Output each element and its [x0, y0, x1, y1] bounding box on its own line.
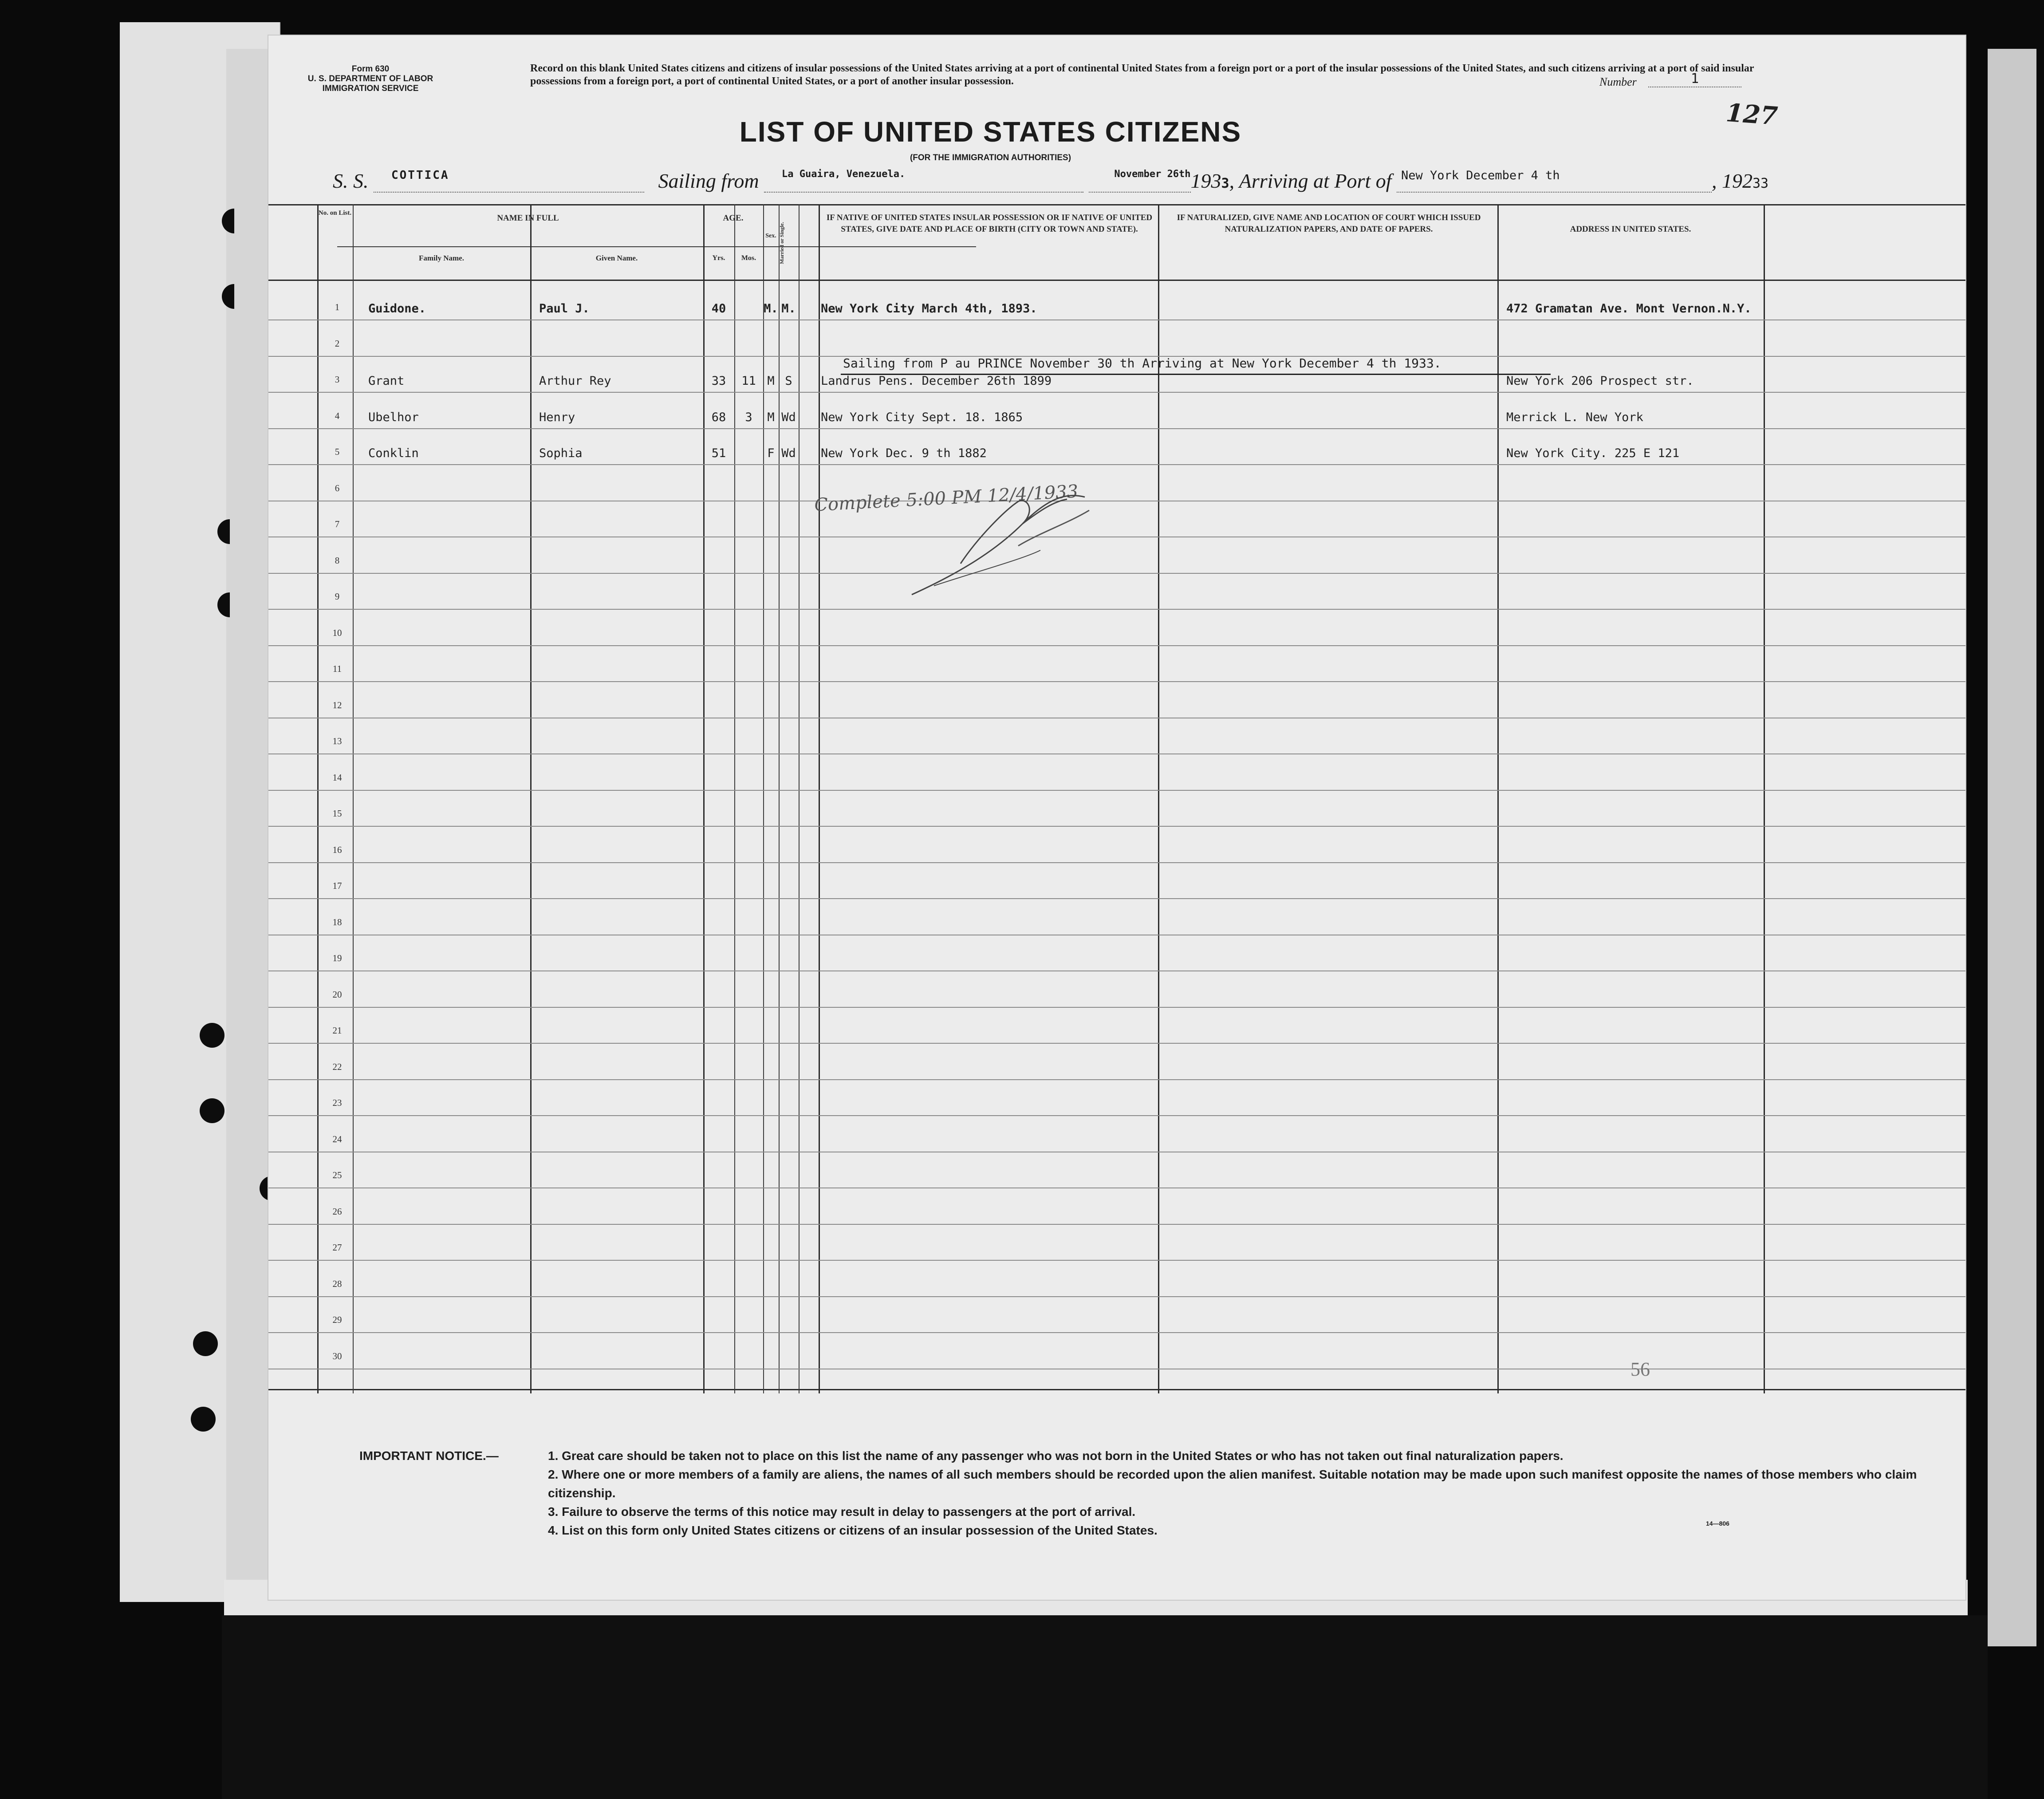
row-number: 9 [335, 591, 340, 602]
document-title: LIST OF UNITED STATES CITIZENS [739, 116, 1242, 148]
correction-note: Sailing from P au PRINCE November 30 th Arriving at New York December 4 th 1933. [843, 356, 1441, 371]
table-row-line [268, 826, 1965, 827]
arrival-port-date: New York December 4 th [1397, 169, 1712, 193]
header-given-name: Given Name. [595, 254, 638, 262]
notice-item-1: 1. Great care should be taken not to place on this list the name of any passenger who was not born in the United States or who has not taken out final naturalization papers. [548, 1449, 1564, 1463]
header-sex: Sex. [765, 233, 776, 239]
row-number: 18 [332, 916, 342, 927]
cell-address: New York 206 Prospect str. [1506, 374, 1694, 388]
header-address: ADDRESS IN UNITED STATES. [1570, 225, 1691, 234]
punch-hole [200, 1098, 224, 1123]
sailing-year-prefix: 193 [1190, 170, 1221, 192]
table-row-line [268, 464, 1965, 465]
cell-given: Arthur Rey [539, 374, 611, 388]
sailing-date: November 26th [1089, 169, 1191, 193]
row-number: 6 [335, 482, 340, 493]
cell-birth: New York City Sept. 18. 1865 [821, 410, 1023, 424]
notice-item-4: 4. List on this form only United States citizens or citizens of an insular possession of the United States. [548, 1523, 1158, 1537]
notice-item-2: 2. Where one or more members of a family are aliens, the names of all such members should be recorded upon the alien manifest. Suitable notation may be made upon such manifest opposite the names of those members who claim citizenship. [548, 1468, 1917, 1500]
header-years: Yrs. [712, 254, 725, 262]
cell-address: Merrick L. New York [1506, 410, 1643, 424]
cell-yrs: 68 [711, 410, 726, 424]
row-number: 2 [335, 338, 340, 349]
cell-mos: 11 [741, 374, 756, 388]
ss-label: S. S. [333, 170, 369, 192]
cell-yrs: 33 [711, 374, 726, 388]
header-age: AGE. [723, 213, 744, 223]
row-number: 23 [332, 1097, 342, 1108]
cell-address: 472 Gramatan Ave. Mont Vernon.N.Y. [1506, 302, 1752, 316]
manifest-table [268, 204, 1965, 1393]
header-birthplace: IF NATIVE OF UNITED STATES INSULAR POSSESSION OR IF NATIVE OF UNITED STATES, GIVE DATE AND PLACE OF BIRTH (CITY OR TOWN AND STATE). [826, 213, 1153, 234]
row-number: 16 [332, 844, 342, 855]
form-identifier [291, 64, 450, 94]
cell-sex: M [767, 374, 775, 388]
table-row-line [268, 862, 1965, 863]
table-row-line [268, 1043, 1965, 1044]
punch-hole [200, 1023, 224, 1048]
row-number: 19 [332, 953, 342, 963]
row-number: 5 [335, 446, 340, 457]
punch-hole [222, 209, 247, 233]
row-number: 17 [332, 880, 342, 891]
punch-hole [193, 1331, 218, 1356]
row-number: 25 [332, 1170, 342, 1180]
table-row-line [268, 1296, 1965, 1297]
record-instructions: Record on this blank United States citizens and citizens of insular possessions of the United States arriving at a port of continental United States from a foreign port or a port of the insular possessions of the United States, and such citizens arriving at a port of said insular possessions from a foreign port, a port of continental United States, or a port of another insular possession. [530, 63, 1754, 87]
table-row-line [268, 681, 1965, 682]
table-row-line [268, 609, 1965, 610]
notice-item-3: 3. Failure to observe the terms of this notice may result in delay to passengers at the port of arrival. [548, 1505, 1136, 1519]
cell-marital: M. [781, 302, 796, 316]
row-number: 13 [332, 736, 342, 746]
header-naturalization: IF NATURALIZED, GIVE NAME AND LOCATION OF COURT WHICH ISSUED NATURALIZATION PAPERS, AND DATE OF PAPERS. [1177, 213, 1481, 234]
row-number: 15 [332, 808, 342, 819]
table-row-line [268, 898, 1965, 899]
punch-hole [222, 284, 247, 309]
ship-name: COTTICA [374, 169, 644, 193]
table-row-line [268, 392, 1965, 393]
form-number: Form 630 [351, 64, 390, 74]
voyage-line [333, 169, 1939, 209]
handwritten-completion-note: Complete 5:00 PM 12/4/1933 [814, 481, 1079, 516]
scan-bottom-edge [222, 1615, 1988, 1799]
cell-marital: S [785, 374, 792, 388]
cell-birth: Landrus Pens. December 26th 1899 [821, 374, 1052, 388]
citizen-manifest-page [268, 36, 1965, 1600]
arrival-year-suffix: 33 [1753, 176, 1769, 191]
row-number: 1 [335, 302, 340, 312]
table-row-line [268, 428, 1965, 429]
table-row-line [268, 1007, 1965, 1008]
cell-given: Sophia [539, 446, 583, 460]
cell-birth: New York City March 4th, 1893. [821, 302, 1037, 316]
handwritten-page-number: 127 [1725, 98, 1779, 131]
cell-family: Conklin [368, 446, 419, 460]
header-name-in-full: NAME IN FULL [497, 213, 559, 223]
cell-marital: Wd [781, 446, 796, 460]
header-family-name: Family Name. [419, 254, 464, 262]
arriving-label: , Arriving at Port of [1229, 170, 1392, 192]
sailing-from-label: Sailing from [658, 170, 759, 192]
row-number: 14 [332, 772, 342, 783]
sailing-from-port: La Guaira, Venezuela. [764, 169, 1083, 193]
row-number: 27 [332, 1242, 342, 1253]
cell-birth: New York Dec. 9 th 1882 [821, 446, 987, 460]
table-row-line [268, 1332, 1965, 1333]
cell-sex: M. [764, 302, 778, 316]
table-row-line [268, 1079, 1965, 1080]
table-row-line [268, 1260, 1965, 1261]
department-name: U. S. DEPARTMENT OF LABOR [307, 74, 433, 83]
table-row-line [268, 1224, 1965, 1225]
punch-hole [217, 519, 242, 544]
notice-heading: IMPORTANT NOTICE.— [359, 1449, 499, 1463]
list-number: 1 [1648, 71, 1741, 87]
row-number: 30 [332, 1350, 342, 1361]
table-row-line [268, 790, 1965, 791]
document-subtitle: (FOR THE IMMIGRATION AUTHORITIES) [910, 153, 1071, 162]
stamped-number: 56 [1630, 1358, 1650, 1380]
inspector-signature [907, 484, 1098, 599]
cell-marital: Wd [781, 410, 796, 424]
cell-given: Paul J. [539, 302, 590, 316]
row-number: 22 [332, 1061, 342, 1072]
sailing-year-suffix: 3 [1221, 176, 1229, 191]
cell-family: Guidone. [368, 302, 426, 316]
cell-sex: M [767, 410, 775, 424]
row-number: 28 [332, 1278, 342, 1289]
row-number: 10 [332, 627, 342, 638]
row-number: 21 [332, 1025, 342, 1036]
arrival-year-prefix: , 192 [1712, 170, 1753, 192]
number-label: Number [1599, 75, 1637, 88]
table-row-line [268, 1187, 1965, 1188]
form-code: 14—806 [1706, 1520, 1729, 1527]
table-row-line [268, 1115, 1965, 1116]
cell-yrs: 51 [711, 446, 726, 460]
cell-family: Ubelhor [368, 410, 419, 424]
correction-underline [841, 374, 1551, 375]
row-number: 4 [335, 410, 340, 421]
punch-hole [217, 592, 242, 617]
cell-given: Henry [539, 410, 575, 424]
cell-yrs: 40 [711, 302, 726, 316]
row-number: 3 [335, 374, 340, 385]
row-number: 7 [335, 519, 340, 529]
header-no-on-list: No. on List. [318, 209, 352, 217]
row-number: 24 [332, 1133, 342, 1144]
punch-hole [191, 1407, 216, 1432]
header-months: Mos. [741, 254, 756, 262]
row-number: 12 [332, 699, 342, 710]
row-number: 11 [332, 663, 342, 674]
table-row-line [268, 573, 1965, 574]
backing-sheet-right [1988, 49, 2036, 1646]
row-number: 29 [332, 1314, 342, 1325]
cell-mos: 3 [745, 410, 752, 424]
cell-family: Grant [368, 374, 405, 388]
row-number: 20 [332, 989, 342, 1000]
header-married-single: Married or Single. [779, 222, 785, 264]
cell-sex: F [767, 446, 775, 460]
table-row-line [268, 645, 1965, 646]
cell-address: New York City. 225 E 121 [1506, 446, 1680, 460]
service-name: IMMIGRATION SERVICE [322, 84, 419, 93]
row-number: 8 [335, 555, 340, 566]
row-number: 26 [332, 1206, 342, 1217]
